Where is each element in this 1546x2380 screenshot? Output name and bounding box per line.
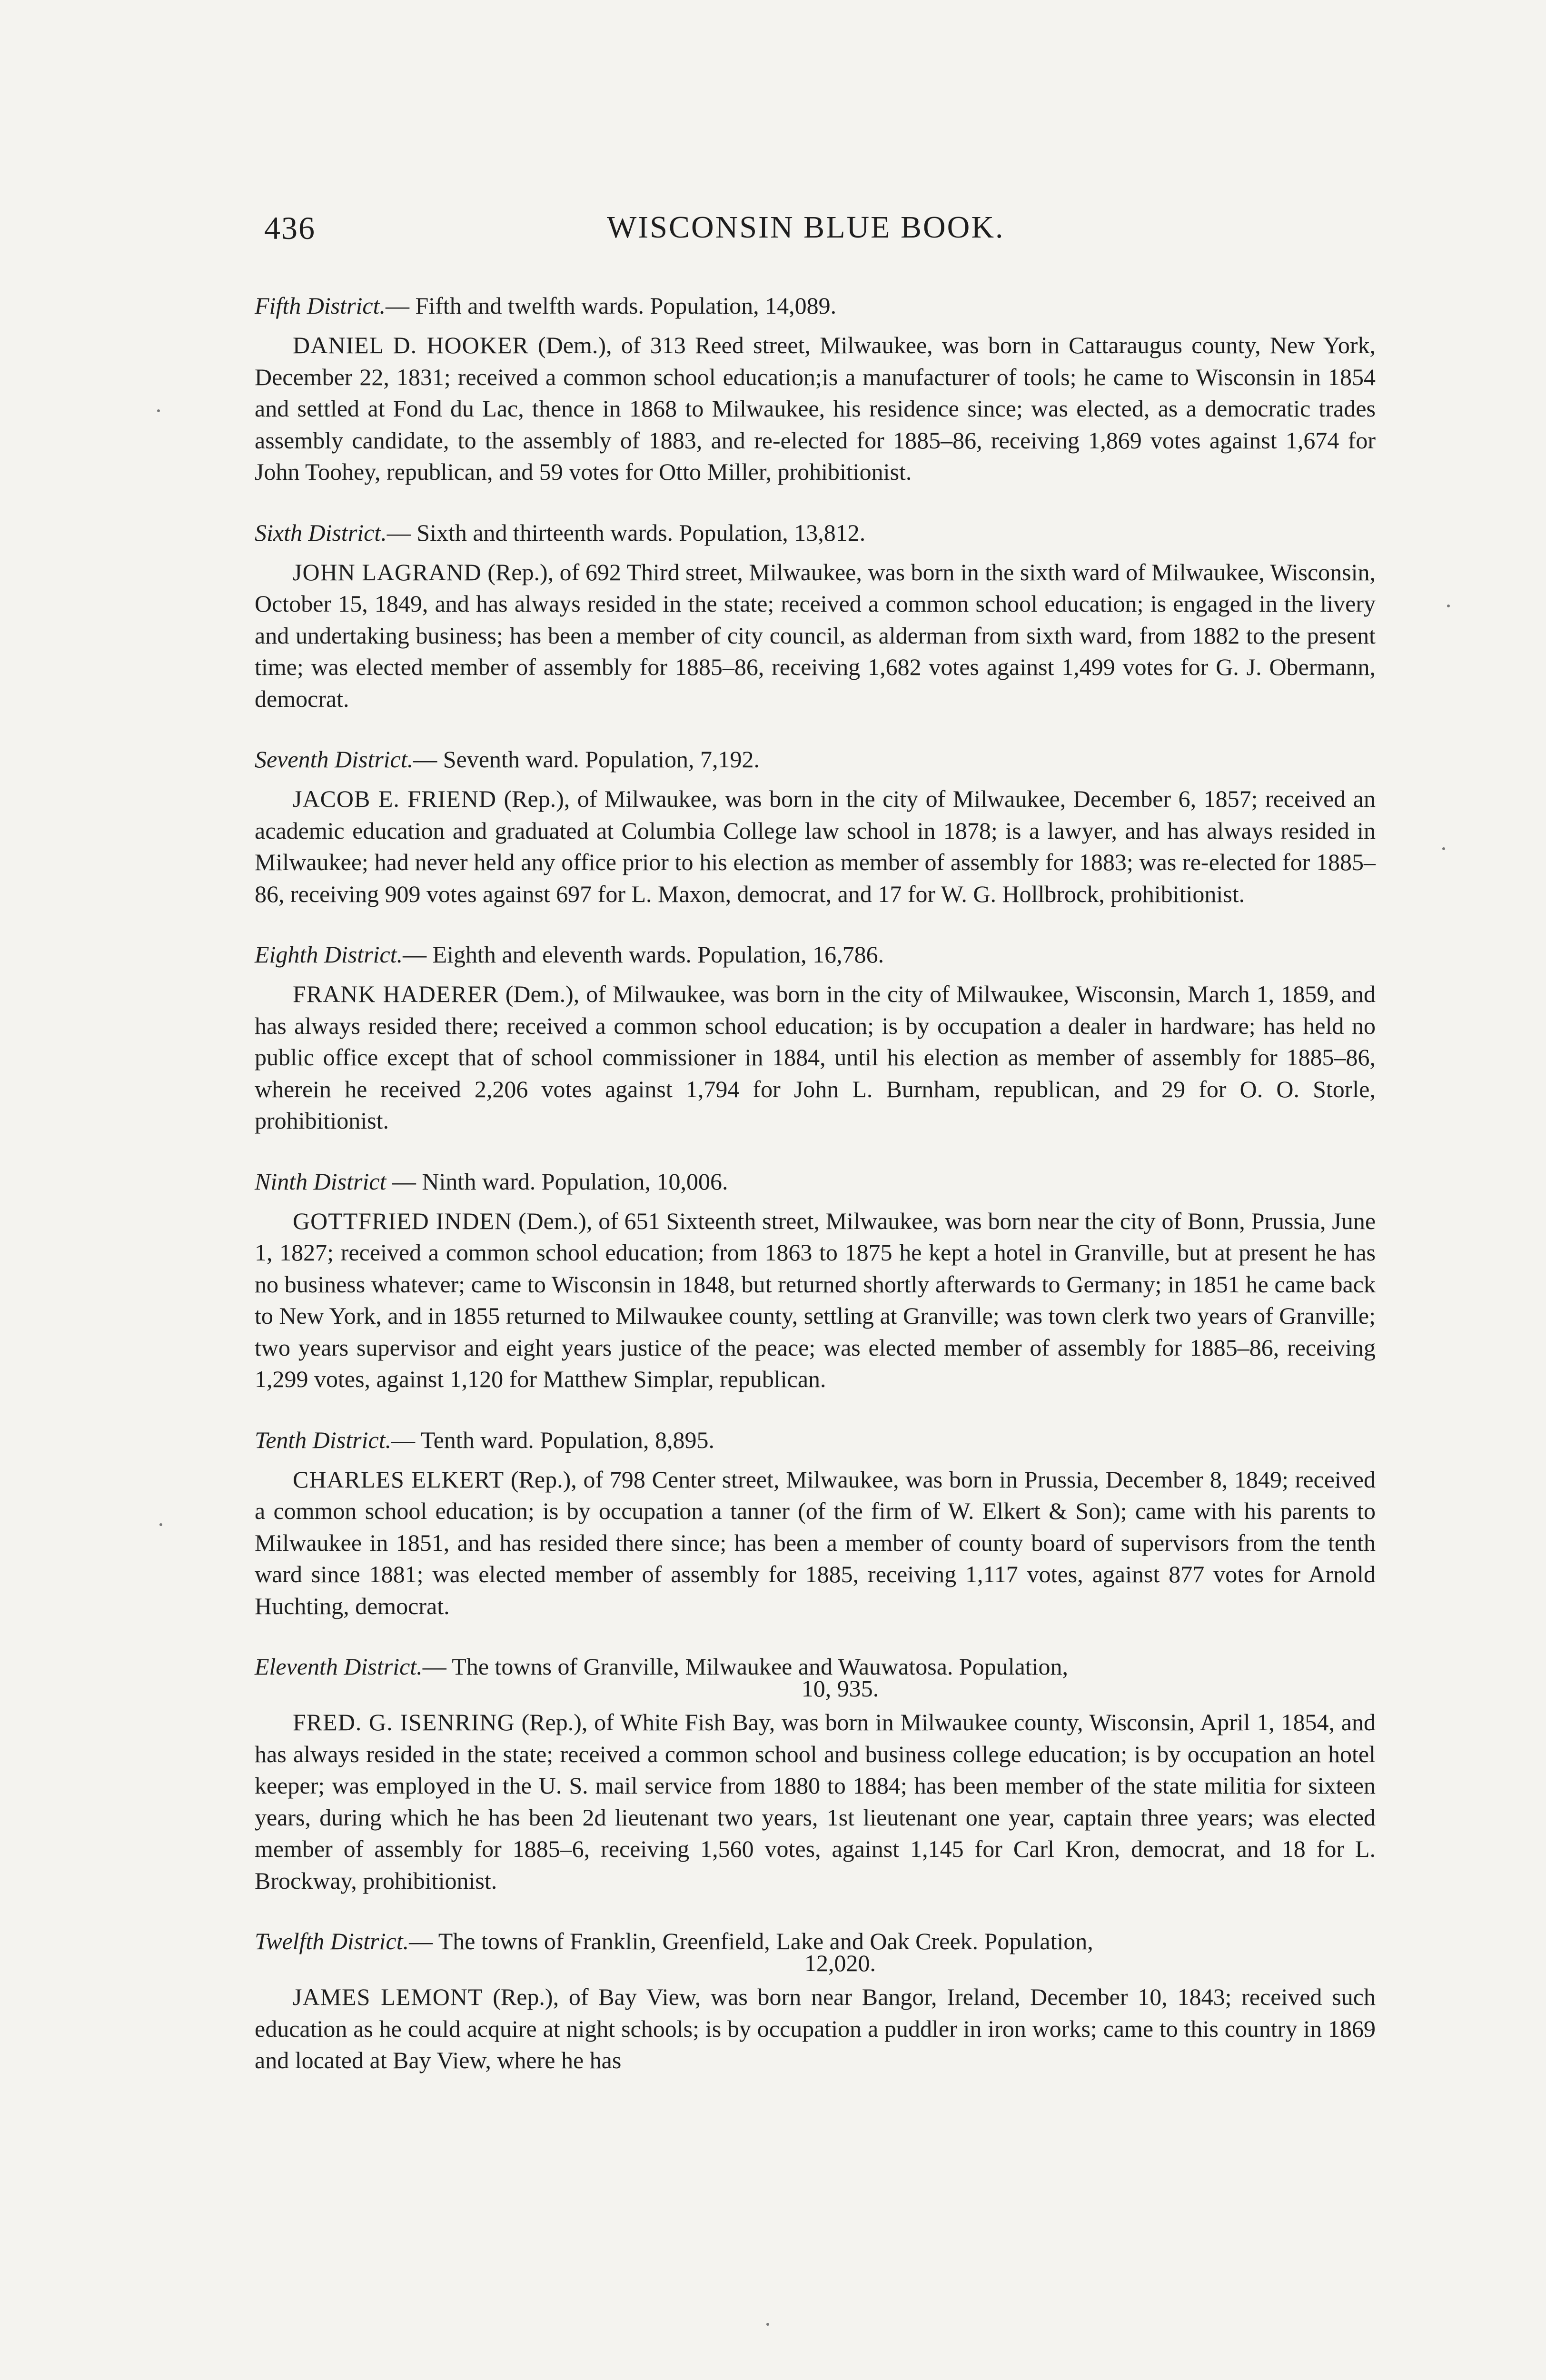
district-name: Fifth District. xyxy=(255,292,386,319)
member-biography xyxy=(255,1706,1376,1896)
district-heading xyxy=(255,517,1376,548)
district-section xyxy=(255,517,1376,715)
member-biography xyxy=(255,329,1376,488)
member-biography xyxy=(255,556,1376,715)
district-heading xyxy=(255,939,1376,970)
page-speck xyxy=(1447,605,1450,607)
district-description: — The towns of Granville, Milwaukee and Wauwatosa. Population, xyxy=(422,1653,1069,1680)
member-name: FRANK HADERER xyxy=(293,981,499,1007)
district-section xyxy=(255,1166,1376,1395)
district-description: — Seventh ward. Population, 7,192. xyxy=(413,746,760,773)
member-biography xyxy=(255,1981,1376,2076)
member-name: JOHN LAGRAND xyxy=(293,558,482,585)
page-speck xyxy=(159,1523,162,1526)
member-name: JAMES LEMONT xyxy=(293,1983,483,2010)
biography-text: (Dem.), of 651 Sixteenth street, Milwaukee, was born near the city of Bonn, Prussia, June 1, 1827; received a common school education; from 1863 to 1875 he kept a hotel in Granville, but at present he has no business whatever; came to Wisconsin in 1848, but returned shortly afterwards to Germany; in 1851 he came back to New York, and in 1855 returned to Milwaukee county, settling at Granville; was town clerk two years of Granville; two years supervisor and eight years justice of the peace; was elected member of assembly for 1885–86, receiving 1,299 votes, against 1,120 for Matthew Simplar, republican. xyxy=(255,1207,1376,1392)
district-heading xyxy=(255,1425,1376,1455)
member-name: GOTTFRIED INDEN xyxy=(293,1207,513,1234)
biography-text: (Rep.), of Milwaukee, was born in the city of Milwaukee, December 6, 1857; received an academic education and graduated at Columbia College law school in 1878; is a lawyer, and has always resided in Milwaukee; had never held any office prior to his election as member of assembly for 1883; was re-elected for 1885–86, receiving 909 votes against 697 for L. Maxon, democrat, and 17 for W. G. Hollbrock, prohibitionist. xyxy=(255,785,1376,907)
district-section xyxy=(255,1651,1376,1896)
district-description: — Ninth ward. Population, 10,006. xyxy=(386,1168,728,1195)
running-title: WISCONSIN BLUE BOOK. xyxy=(607,210,1005,245)
district-heading xyxy=(255,1926,1376,1976)
biography-text: (Rep.), of 692 Third street, Milwaukee, was born in the sixth ward of Milwaukee, Wisconsin, October 15, 1849, and has always resided in the state; received a common school education; is engaged in the livery and undertaking business; has been a member of city council, as alderman from sixth ward, from 1882 to the present time; was elected member of assembly for 1885–86, receiving 1,682 votes against 1,499 votes for G. J. Obermann, democrat. xyxy=(255,558,1376,712)
district-heading xyxy=(255,1651,1376,1702)
district-name: Eighth District. xyxy=(255,941,403,968)
biography-text: (Rep.), of 798 Center street, Milwaukee, was born in Prussia, December 8, 1849; received a common school education; is by occupation a tanner (of the firm of W. Elkert & Son); came with his parents to Milwaukee in 1851, and has resided there since; has been a member of county board of supervisors from the tenth ward since 1881; was elected member of assembly for 1885, receiving 1,117 votes, against 877 votes for Arnold Huchting, democrat. xyxy=(255,1466,1376,1619)
district-description: — Fifth and twelfth wards. Population, 14,089. xyxy=(386,292,837,319)
district-name: Eleventh District. xyxy=(255,1653,423,1680)
district-description: — Sixth and thirteenth wards. Population, 13,812. xyxy=(386,519,866,546)
biography-text: (Rep.), of Bay View, was born near Bangor, Ireland, December 10, 1843; received such education as he could acquire at night schools; is by occupation a puddler in iron works; came to this country in 1869 and located at Bay View, where he has xyxy=(255,1983,1376,2073)
district-name: Seventh District. xyxy=(255,746,414,773)
member-biography xyxy=(255,1464,1376,1622)
member-name: JACOB E. FRIEND xyxy=(293,785,496,812)
district-name: Ninth District xyxy=(255,1168,386,1195)
district-section xyxy=(255,1425,1376,1622)
member-biography xyxy=(255,1205,1376,1395)
page-content xyxy=(255,290,1376,2106)
page-header xyxy=(264,209,1368,252)
district-population-continued: 12,020. xyxy=(804,1950,876,1976)
district-heading xyxy=(255,744,1376,774)
district-section xyxy=(255,744,1376,910)
member-name: CHARLES ELKERT xyxy=(293,1466,505,1493)
page-number: 436 xyxy=(264,210,316,246)
district-section xyxy=(255,290,1376,488)
district-heading xyxy=(255,290,1376,321)
district-heading xyxy=(255,1166,1376,1197)
biography-text: (Dem.), of Milwaukee, was born in the city of Milwaukee, Wisconsin, March 1, 1859, and has always resided there; received a common school education; is by occupation a dealer in hardware; has held no public office except that of school commissioner in 1884, until his election as member of assembly for 1885–86, wherein he received 2,206 votes against 1,794 for John L. Burnham, republican, and 29 for O. O. Storle, prohibitionist. xyxy=(255,981,1376,1134)
district-description: — Tenth ward. Population, 8,895. xyxy=(391,1426,714,1453)
biography-text: (Dem.), of 313 Reed street, Milwaukee, was born in Cattaraugus county, New York, December 22, 1831; received a common school education;is a manufacturer of tools; he came to Wisconsin in 1854 and settled at Fond du Lac, thence in 1868 to Milwaukee, his residence since; was elected, as a democratic trades assembly candidate, to the assembly of 1883, and re-elected for 1885–86, receiving 1,869 votes against 1,674 for John Toohey, republican, and 59 votes for Otto Miller, prohibitionist. xyxy=(255,332,1376,485)
district-name: Sixth District. xyxy=(255,519,387,546)
page-speck xyxy=(157,409,160,412)
district-description: — The towns of Franklin, Greenfield, Lake and Oak Creek. Population, xyxy=(409,1928,1093,1954)
member-biography xyxy=(255,783,1376,910)
member-name: FRED. G. ISENRING xyxy=(293,1709,515,1735)
member-name: DANIEL D. HOOKER xyxy=(293,332,529,358)
district-section xyxy=(255,1926,1376,2076)
district-description: — Eighth and eleventh wards. Population, 16,786. xyxy=(403,941,884,968)
district-population-continued: 10, 935. xyxy=(801,1675,879,1702)
page-speck xyxy=(1442,847,1445,850)
district-section xyxy=(255,939,1376,1137)
biography-text: (Rep.), of White Fish Bay, was born in Milwaukee county, Wisconsin, April 1, 1854, and has always resided in the state; received a common school and business college education; is by occupation an hotel keeper; was employed in the U. S. mail service from 1880 to 1884; has been member of the state militia for sixteen years, during which he has been 2d lieutenant two years, 1st lieutenant one year, captain three years; was elected member of assembly for 1885–6, receiving 1,560 votes, against 1,145 for Carl Kron, democrat, and 18 for L. Brockway, prohibitionist. xyxy=(255,1709,1376,1894)
district-name: Twelfth District. xyxy=(255,1928,409,1954)
member-biography xyxy=(255,978,1376,1137)
page-speck xyxy=(766,2323,769,2326)
district-name: Tenth District. xyxy=(255,1426,392,1453)
